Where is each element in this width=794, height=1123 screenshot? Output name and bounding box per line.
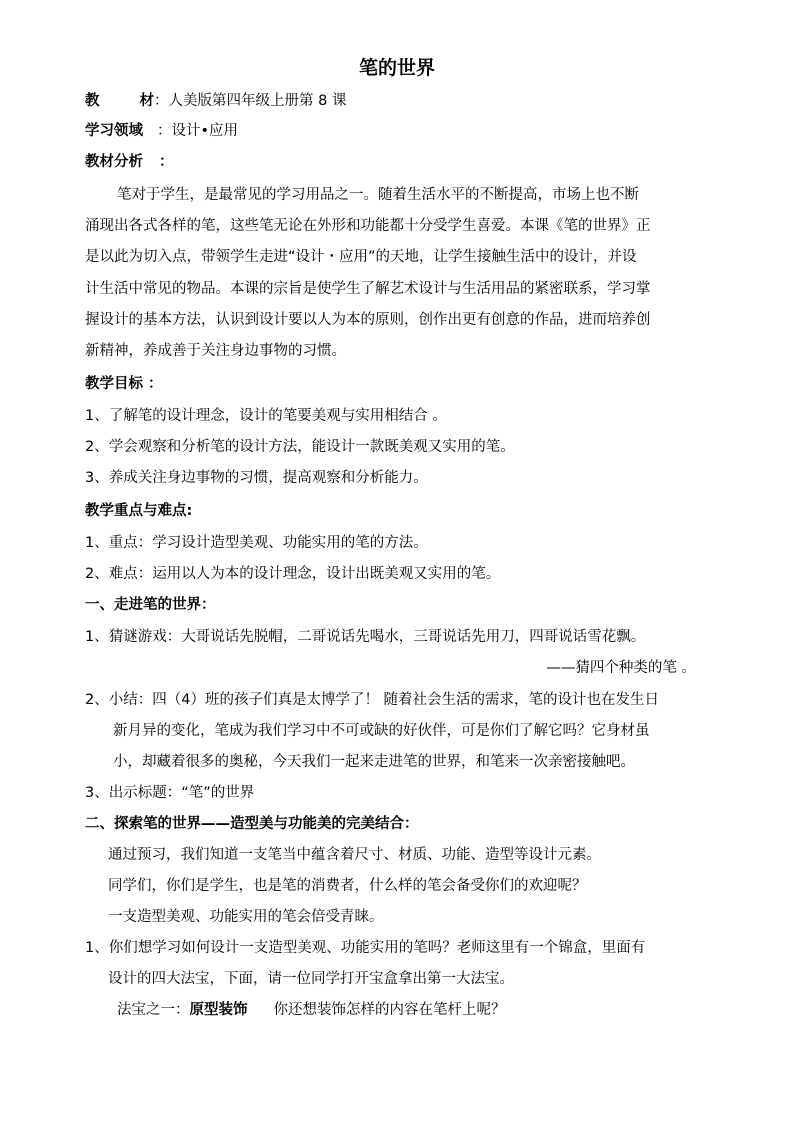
key-point: 2、难点：运用以人为本的设计理念，设计出既美观又实用的笔。 xyxy=(85,566,501,582)
meta-field xyxy=(85,120,238,142)
analysis-colon: ： xyxy=(159,154,174,170)
treasure-line xyxy=(117,999,506,1021)
section2-para: 通过预习，我们知道一支笔当中蕴含着尺寸、材质、功能、造型等设计元素。 xyxy=(108,847,601,863)
analysis-line: 新精神，养成善于关注身边事物的习惯。 xyxy=(85,343,346,359)
section1-item3: 3、出示标题：“笔”的世界 xyxy=(85,785,255,801)
textbook-label-b: 材 xyxy=(139,93,154,109)
analysis-line: 是以此为切入点，带领学生走进“设计・应用”的天地，让学生接触生活中的设计，并设 xyxy=(85,249,637,265)
key-point: 1、重点：学习设计造型美观、功能实用的笔的方法。 xyxy=(85,535,428,551)
section1-item2-line: 小，却藏着很多的奥秘，今天我们一起来走进笔的世界，和笔来一次亲密接触吧。 xyxy=(113,754,635,770)
goal-item: 1、了解笔的设计理念，设计的笔要美观与实用相结合 。 xyxy=(85,408,447,424)
section2-item1-line: 1、你们想学习如何设计一支造型美观、功能实用的笔吗？老师这里有一个锦盒，里面有 xyxy=(85,940,646,956)
field-label: 学习领域 xyxy=(85,123,143,139)
goal-item: 2、学会观察和分析笔的设计方法，能设计一款既美观又实用的笔。 xyxy=(85,439,515,455)
analysis-line: 计生活中常见的物品。本课的宗旨是使学生了解艺术设计与生活用品的紧密联系，学习掌 xyxy=(85,281,651,297)
section2-item1-line: 设计的四大法宝，下面，请一位同学打开宝盒拿出第一大法宝。 xyxy=(108,971,514,987)
treasure-question: 你还想装饰怎样的内容在笔杆上呢？ xyxy=(273,1002,506,1018)
goal-item: 3、养成关注身边事物的习惯，提高观察和分析能力。 xyxy=(85,470,428,486)
section1-item1: 1、猜谜游戏：大哥说话先脱帽，二哥说话先喝水，三哥说话先用刀，四哥说话雪花飘。 xyxy=(85,629,646,645)
meta-analysis xyxy=(85,151,174,173)
analysis-label: 教材分析 xyxy=(85,154,143,170)
treasure-name: 原型装饰 xyxy=(189,1002,248,1018)
section2-para: 一支造型美观、功能实用的笔会倍受青睐。 xyxy=(108,909,384,925)
section2-para: 同学们，你们是学生，也是笔的消费者，什么样的笔会备受你们的欢迎呢？ xyxy=(108,878,587,894)
section1-heading: 一、走进笔的世界： xyxy=(85,597,216,613)
field-value: ：设计•应用 xyxy=(157,123,239,139)
section2-heading: 二、探索笔的世界——造型美与功能美的完美结合： xyxy=(85,816,419,832)
analysis-line: 握设计的基本方法，认识到设计要以人为本的原则，创作出更有创意的作品，进而培养创 xyxy=(85,312,651,328)
textbook-label-a: 教 xyxy=(85,93,100,109)
goals-heading: 教学目标 ： xyxy=(85,376,163,392)
section1-item2-line: 新月异的变化，笔成为我们学习中不可或缺的好伙伴，可是你们了解它吗？它身材虽 xyxy=(113,723,650,739)
treasure-prefix: 法宝之一： xyxy=(117,1002,190,1018)
section1-item2-line: 2、小结：四（4）班的孩子们真是太博学了！ 随着社会生活的需求，笔的设计也在发生日 xyxy=(85,692,660,708)
page-title: 笔的世界 xyxy=(358,57,435,79)
key-heading: 教学重点与难点: xyxy=(85,503,193,519)
textbook-value: ：人美版第四年级上册第 8 课 xyxy=(154,93,347,109)
analysis-line: 笔对于学生，是最常见的学习用品之一。随着生活水平的不断提高，市场上也不断 xyxy=(117,187,639,203)
section1-item1-note: ——猜四个种类的笔 。 xyxy=(546,660,696,676)
analysis-line: 涌现出各式各样的笔，这些笔无论在外形和功能都十分受学生喜爱。本课《笔的世界》正 xyxy=(85,218,651,234)
meta-textbook xyxy=(85,90,346,112)
